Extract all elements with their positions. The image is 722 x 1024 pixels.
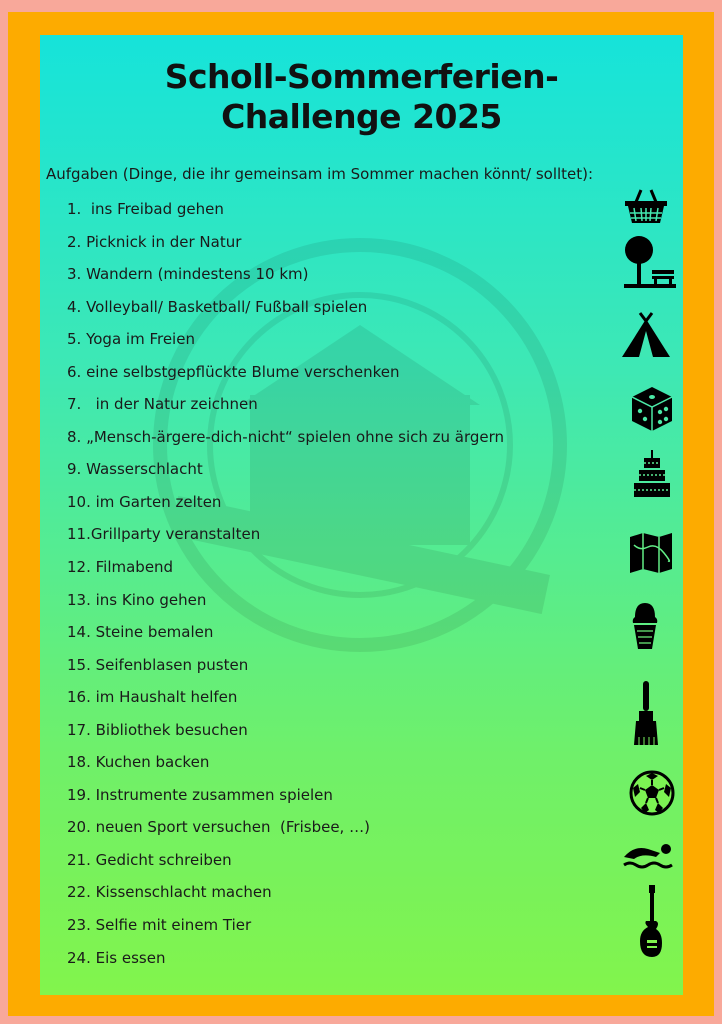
task-item: 1. ins Freibad gehen	[67, 200, 224, 218]
task-item: 10. im Garten zelten	[67, 493, 222, 511]
soccer-ball-icon	[629, 770, 675, 816]
task-item: 22. Kissenschlacht machen	[67, 883, 272, 901]
task-item: 15. Seifenblasen pusten	[67, 656, 249, 674]
tent-icon	[620, 311, 672, 359]
task-item: 13. ins Kino gehen	[67, 591, 207, 609]
task-item: 11.Grillparty veranstalten	[67, 525, 261, 543]
title-line-1: Scholl-Sommerferien-	[164, 57, 559, 96]
task-item: 19. Instrumente zusammen spielen	[67, 786, 333, 804]
task-item: 12. Filmabend	[67, 558, 174, 576]
task-item: 4. Volleyball/ Basketball/ Fußball spielen	[67, 298, 368, 316]
task-item: 8. „Mensch-ärgere-dich-nicht“ spielen ohne sich zu ärgern	[67, 428, 505, 446]
task-item: 7. in der Natur zeichnen	[67, 395, 258, 413]
task-item: 6. eine selbstgepflückte Blume verschenken	[67, 363, 400, 381]
dice-icon	[630, 385, 674, 433]
page-title	[40, 57, 683, 137]
task-item: 18. Kuchen backen	[67, 753, 210, 771]
ice-cream-icon	[631, 601, 659, 651]
task-item: 2. Picknick in der Natur	[67, 233, 242, 251]
poster	[40, 35, 683, 995]
swimmer-icon	[622, 841, 674, 869]
task-item: 17. Bibliothek besuchen	[67, 721, 248, 739]
task-item: 3. Wandern (mindestens 10 km)	[67, 265, 309, 283]
task-item: 23. Selfie mit einem Tier	[67, 916, 252, 934]
cake-icon	[634, 448, 670, 500]
guitar-icon	[638, 885, 664, 959]
task-item: 14. Steine bemalen	[67, 623, 214, 641]
paintbrush-icon	[633, 679, 659, 749]
task-item: 21. Gedicht schreiben	[67, 851, 232, 869]
title-line-2: Challenge 2025	[221, 97, 502, 136]
task-item: 24. Eis essen	[67, 949, 166, 967]
task-item: 16. im Haushalt helfen	[67, 688, 238, 706]
map-icon	[628, 531, 674, 573]
task-item: 9. Wasserschlacht	[67, 460, 203, 478]
tree-bench-icon	[624, 235, 676, 289]
task-item: 20. neuen Sport versuchen (Frisbee, …)	[67, 818, 370, 836]
basket-icon	[624, 188, 668, 224]
task-item: 5. Yoga im Freien	[67, 330, 195, 348]
subtitle: Aufgaben (Dinge, die ihr gemeinsam im Sommer machen könnt/ solltet):	[46, 165, 594, 183]
